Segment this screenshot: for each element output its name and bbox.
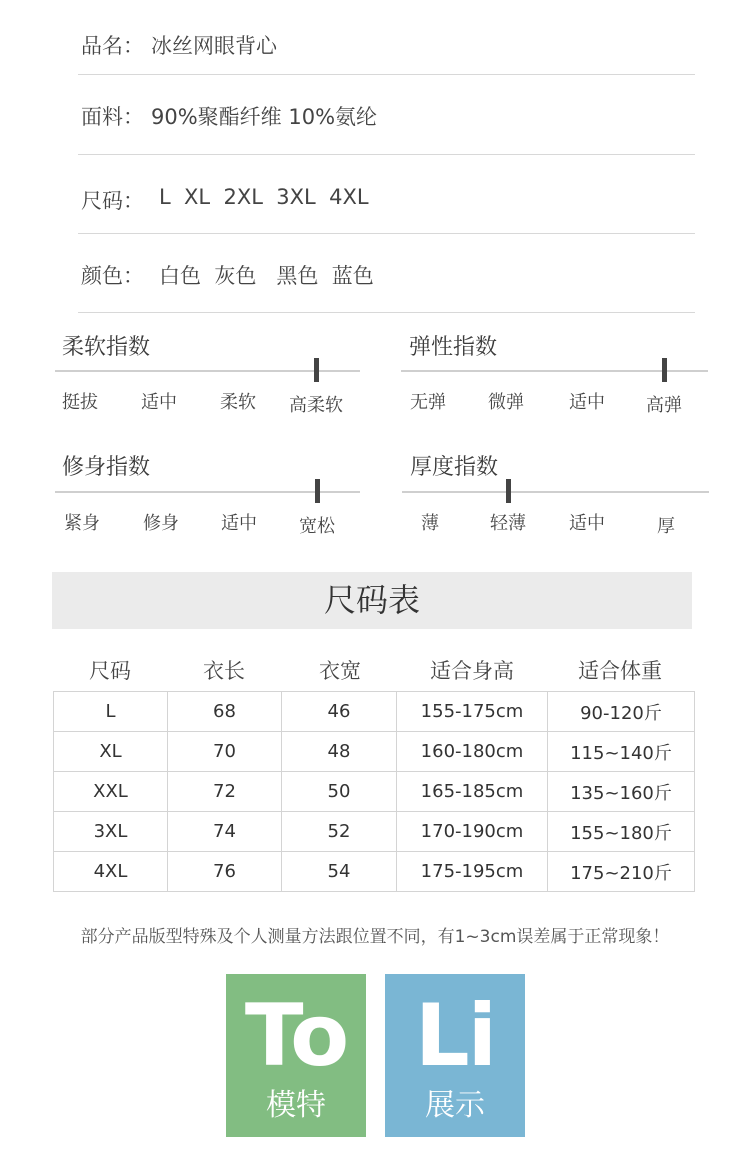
table-cell: 52 (282, 812, 397, 852)
table-cell: 3XL (54, 812, 168, 852)
table-row (54, 732, 695, 772)
size-label: 尺码： (81, 189, 144, 213)
fit-index-label: 适中 (221, 513, 257, 534)
thickness-index-label: 薄 (421, 513, 439, 534)
elasticity-index-label: 适中 (569, 392, 605, 413)
softness-index-label: 高柔软 (289, 395, 343, 416)
table-cell: 50 (282, 772, 397, 812)
size-chart-header: 衣宽 (319, 659, 361, 683)
product-name-row (78, 22, 695, 75)
size-chart-title: 尺码表 (52, 572, 692, 629)
table-cell: 155~180斤 (548, 812, 695, 852)
thickness-index-track (402, 491, 709, 493)
fit-index-label: 紧身 (64, 513, 100, 534)
measurement-note: 部分产品版型特殊及个人测量方法跟位置不同，有1~3cm误差属于正常现象！ (80, 927, 670, 947)
model-tile-letters: To (244, 986, 348, 1086)
elasticity-index-label: 微弹 (488, 392, 524, 413)
elasticity-index-marker (662, 358, 667, 382)
softness-index-title: 柔软指数 (62, 335, 151, 360)
size-value: L XL 2XL 3XL 4XL (159, 185, 369, 209)
table-cell: 74 (168, 812, 282, 852)
table-cell: 54 (282, 852, 397, 892)
table-cell: XXL (54, 772, 168, 812)
table-cell: 135~160斤 (548, 772, 695, 812)
table-row (54, 772, 695, 812)
softness-index-marker (314, 358, 319, 382)
softness-index-label: 适中 (141, 392, 177, 413)
thickness-index-label: 适中 (569, 513, 605, 534)
table-cell: 70 (168, 732, 282, 772)
display-tile (385, 974, 525, 1137)
size-chart-table (53, 691, 695, 892)
table-cell: L (54, 692, 168, 732)
table-row (54, 692, 695, 732)
size-chart-header: 适合体重 (578, 659, 662, 683)
elasticity-index-title: 弹性指数 (409, 335, 498, 360)
table-cell: 4XL (54, 852, 168, 892)
size-chart-header: 衣长 (203, 659, 245, 683)
model-tile (226, 974, 366, 1137)
table-cell: 165-185cm (397, 772, 548, 812)
product-name-label: 品名： (81, 34, 144, 58)
display-tile-label: 展示 (425, 1088, 485, 1123)
model-tile-label: 模特 (266, 1088, 326, 1123)
table-cell: 160-180cm (397, 732, 548, 772)
display-tile-letters: Li (414, 986, 496, 1086)
table-cell: 46 (282, 692, 397, 732)
material-label: 面料： (81, 105, 144, 129)
table-cell: XL (54, 732, 168, 772)
fit-index-title: 修身指数 (62, 455, 151, 480)
table-cell: 175-195cm (397, 852, 548, 892)
product-name-value: 冰丝网眼背心 (151, 34, 277, 58)
table-cell: 115~140斤 (548, 732, 695, 772)
thickness-index-title: 厚度指数 (410, 455, 499, 480)
fit-index-marker (315, 479, 320, 503)
table-cell: 68 (168, 692, 282, 732)
size-row (78, 155, 695, 234)
material-value: 90%聚酯纤维 10%氨纶 (151, 105, 378, 129)
table-cell: 155-175cm (397, 692, 548, 732)
fit-index-label: 宽松 (299, 516, 335, 537)
table-cell: 175~210斤 (548, 852, 695, 892)
color-label: 颜色： (81, 264, 144, 288)
fit-index-label: 修身 (143, 513, 179, 534)
table-cell: 72 (168, 772, 282, 812)
table-cell: 170-190cm (397, 812, 548, 852)
size-chart-header: 适合身高 (430, 659, 514, 683)
color-value: 白色 灰色 黑色 蓝色 (159, 264, 374, 288)
thickness-index-label: 轻薄 (490, 513, 526, 534)
table-row (54, 812, 695, 852)
softness-index-label: 挺拔 (62, 392, 98, 413)
size-chart-header: 尺码 (89, 659, 131, 683)
material-row (78, 75, 695, 155)
table-cell: 90-120斤 (548, 692, 695, 732)
thickness-index-marker (506, 479, 511, 503)
color-row (78, 234, 695, 313)
elasticity-index-label: 无弹 (410, 392, 446, 413)
thickness-index-label: 厚 (657, 516, 675, 537)
table-row (54, 852, 695, 892)
table-cell: 48 (282, 732, 397, 772)
table-cell: 76 (168, 852, 282, 892)
elasticity-index-label: 高弹 (646, 395, 682, 416)
softness-index-label: 柔软 (220, 392, 256, 413)
